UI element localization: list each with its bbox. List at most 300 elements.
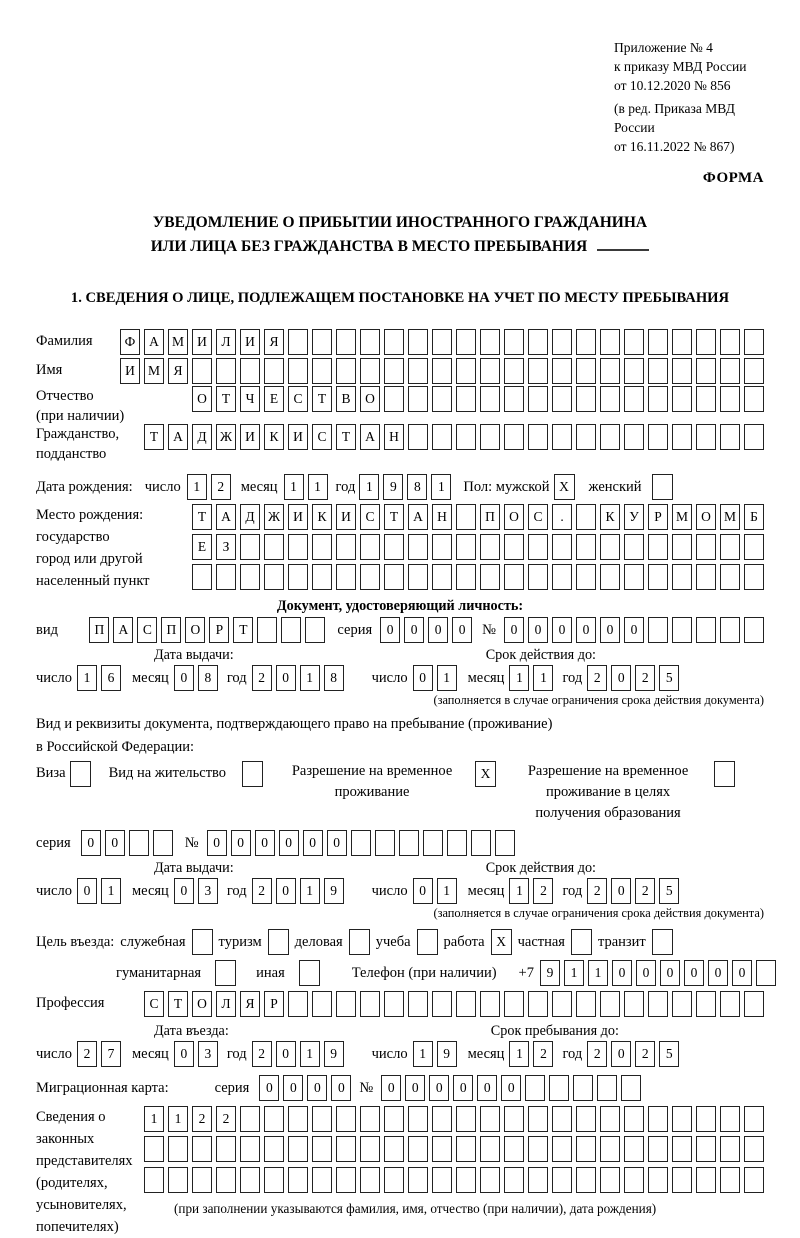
char-cell[interactable]: Т <box>144 424 164 450</box>
char-cell[interactable] <box>168 1136 188 1162</box>
char-cell[interactable] <box>240 534 260 560</box>
char-cell[interactable] <box>672 358 692 384</box>
char-cell[interactable]: М <box>168 329 188 355</box>
char-cell[interactable]: 0 <box>174 665 194 691</box>
purpose-transit-checkbox[interactable] <box>652 929 673 955</box>
char-cell[interactable] <box>696 617 716 643</box>
char-cell[interactable]: 0 <box>576 617 596 643</box>
char-cell[interactable] <box>624 329 644 355</box>
char-cell[interactable]: П <box>89 617 109 643</box>
char-cell[interactable]: Я <box>240 991 260 1017</box>
char-cell[interactable]: И <box>240 424 260 450</box>
char-cell[interactable]: 1 <box>413 1041 433 1067</box>
char-cell[interactable] <box>432 386 452 412</box>
char-cell[interactable]: 0 <box>413 665 433 691</box>
char-cell[interactable] <box>129 830 149 856</box>
char-cell[interactable]: Л <box>216 329 236 355</box>
char-cell[interactable] <box>504 1167 524 1193</box>
char-cell[interactable]: 1 <box>187 474 207 500</box>
char-cell[interactable] <box>576 329 596 355</box>
char-cell[interactable] <box>744 991 764 1017</box>
char-cell[interactable]: 0 <box>708 960 728 986</box>
char-cell[interactable] <box>312 1106 332 1132</box>
char-cell[interactable]: 0 <box>600 617 620 643</box>
char-cell[interactable] <box>528 386 548 412</box>
char-cell[interactable]: 0 <box>276 1041 296 1067</box>
char-cell[interactable] <box>672 617 692 643</box>
char-cell[interactable]: 0 <box>684 960 704 986</box>
char-cell[interactable]: 9 <box>540 960 560 986</box>
male-checkbox[interactable]: X <box>554 474 575 500</box>
char-cell[interactable] <box>672 991 692 1017</box>
female-checkbox[interactable] <box>652 474 673 500</box>
char-cell[interactable]: 0 <box>276 665 296 691</box>
char-cell[interactable] <box>672 1136 692 1162</box>
char-cell[interactable] <box>648 564 668 590</box>
char-cell[interactable]: Ж <box>264 504 284 530</box>
char-cell[interactable]: 0 <box>452 617 472 643</box>
purpose-other-checkbox[interactable] <box>299 960 320 986</box>
char-cell[interactable] <box>240 1167 260 1193</box>
char-cell[interactable] <box>456 1167 476 1193</box>
char-cell[interactable]: 1 <box>588 960 608 986</box>
char-cell[interactable] <box>408 1106 428 1132</box>
char-cell[interactable] <box>432 358 452 384</box>
char-cell[interactable] <box>600 991 620 1017</box>
char-cell[interactable] <box>432 991 452 1017</box>
char-cell[interactable]: 1 <box>437 665 457 691</box>
char-cell[interactable] <box>192 1167 212 1193</box>
char-cell[interactable] <box>480 534 500 560</box>
char-cell[interactable] <box>312 1167 332 1193</box>
char-cell[interactable]: 0 <box>380 617 400 643</box>
char-cell[interactable] <box>672 329 692 355</box>
char-cell[interactable] <box>744 386 764 412</box>
char-cell[interactable]: 0 <box>231 830 251 856</box>
char-cell[interactable]: Т <box>216 386 236 412</box>
char-cell[interactable]: И <box>288 424 308 450</box>
char-cell[interactable] <box>528 991 548 1017</box>
char-cell[interactable]: . <box>552 504 572 530</box>
purpose-humanitarian-checkbox[interactable] <box>215 960 236 986</box>
char-cell[interactable]: З <box>216 534 236 560</box>
char-cell[interactable] <box>408 991 428 1017</box>
char-cell[interactable] <box>744 424 764 450</box>
char-cell[interactable] <box>624 358 644 384</box>
char-cell[interactable] <box>360 1106 380 1132</box>
char-cell[interactable] <box>504 386 524 412</box>
char-cell[interactable] <box>696 1106 716 1132</box>
char-cell[interactable] <box>600 1136 620 1162</box>
char-cell[interactable] <box>408 386 428 412</box>
char-cell[interactable]: 5 <box>659 665 679 691</box>
char-cell[interactable] <box>573 1075 593 1101</box>
char-cell[interactable] <box>432 1106 452 1132</box>
char-cell[interactable] <box>528 1167 548 1193</box>
char-cell[interactable] <box>744 534 764 560</box>
char-cell[interactable]: М <box>144 358 164 384</box>
char-cell[interactable] <box>552 329 572 355</box>
char-cell[interactable]: 1 <box>533 665 553 691</box>
char-cell[interactable] <box>528 564 548 590</box>
char-cell[interactable] <box>696 1167 716 1193</box>
char-cell[interactable] <box>192 358 212 384</box>
char-cell[interactable]: А <box>408 504 428 530</box>
char-cell[interactable] <box>264 358 284 384</box>
char-cell[interactable]: А <box>168 424 188 450</box>
char-cell[interactable] <box>600 329 620 355</box>
char-cell[interactable] <box>432 1136 452 1162</box>
char-cell[interactable] <box>624 1167 644 1193</box>
char-cell[interactable]: Р <box>209 617 229 643</box>
char-cell[interactable]: 1 <box>564 960 584 986</box>
char-cell[interactable] <box>384 564 404 590</box>
char-cell[interactable] <box>240 358 260 384</box>
char-cell[interactable] <box>480 1106 500 1132</box>
char-cell[interactable]: Я <box>168 358 188 384</box>
char-cell[interactable] <box>720 1167 740 1193</box>
char-cell[interactable]: 0 <box>612 960 632 986</box>
temp-residence-checkbox[interactable]: X <box>475 761 496 787</box>
char-cell[interactable] <box>648 424 668 450</box>
char-cell[interactable] <box>720 329 740 355</box>
char-cell[interactable]: 0 <box>276 878 296 904</box>
char-cell[interactable] <box>624 564 644 590</box>
char-cell[interactable]: 0 <box>381 1075 401 1101</box>
char-cell[interactable] <box>597 1075 617 1101</box>
char-cell[interactable]: 2 <box>211 474 231 500</box>
char-cell[interactable]: А <box>144 329 164 355</box>
char-cell[interactable]: 0 <box>105 830 125 856</box>
char-cell[interactable]: П <box>480 504 500 530</box>
char-cell[interactable] <box>216 564 236 590</box>
char-cell[interactable]: М <box>672 504 692 530</box>
char-cell[interactable]: Ф <box>120 329 140 355</box>
char-cell[interactable] <box>257 617 277 643</box>
char-cell[interactable]: 3 <box>198 1041 218 1067</box>
char-cell[interactable]: 1 <box>284 474 304 500</box>
char-cell[interactable] <box>648 534 668 560</box>
char-cell[interactable] <box>312 991 332 1017</box>
char-cell[interactable]: 0 <box>303 830 323 856</box>
char-cell[interactable]: 1 <box>300 878 320 904</box>
char-cell[interactable]: 2 <box>533 878 553 904</box>
purpose-private-checkbox[interactable] <box>571 929 592 955</box>
char-cell[interactable] <box>720 1136 740 1162</box>
char-cell[interactable]: О <box>192 991 212 1017</box>
char-cell[interactable]: 0 <box>428 617 448 643</box>
char-cell[interactable] <box>312 358 332 384</box>
char-cell[interactable] <box>552 1136 572 1162</box>
char-cell[interactable] <box>312 564 332 590</box>
char-cell[interactable]: 0 <box>307 1075 327 1101</box>
char-cell[interactable]: Е <box>192 534 212 560</box>
char-cell[interactable] <box>504 1136 524 1162</box>
char-cell[interactable] <box>408 564 428 590</box>
char-cell[interactable] <box>720 1106 740 1132</box>
char-cell[interactable]: А <box>360 424 380 450</box>
char-cell[interactable] <box>281 617 301 643</box>
char-cell[interactable]: Д <box>192 424 212 450</box>
char-cell[interactable]: 0 <box>174 878 194 904</box>
char-cell[interactable]: У <box>624 504 644 530</box>
char-cell[interactable] <box>696 564 716 590</box>
char-cell[interactable]: 9 <box>383 474 403 500</box>
char-cell[interactable]: И <box>336 504 356 530</box>
char-cell[interactable] <box>528 358 548 384</box>
char-cell[interactable]: 0 <box>255 830 275 856</box>
char-cell[interactable] <box>504 564 524 590</box>
char-cell[interactable] <box>480 358 500 384</box>
char-cell[interactable] <box>648 1106 668 1132</box>
char-cell[interactable]: 2 <box>587 878 607 904</box>
char-cell[interactable] <box>576 534 596 560</box>
char-cell[interactable]: Н <box>432 504 452 530</box>
char-cell[interactable] <box>456 564 476 590</box>
char-cell[interactable] <box>264 1136 284 1162</box>
char-cell[interactable] <box>720 534 740 560</box>
char-cell[interactable]: А <box>113 617 133 643</box>
char-cell[interactable] <box>408 358 428 384</box>
char-cell[interactable]: 0 <box>327 830 347 856</box>
char-cell[interactable] <box>480 386 500 412</box>
char-cell[interactable] <box>744 564 764 590</box>
char-cell[interactable]: 0 <box>611 1041 631 1067</box>
char-cell[interactable] <box>336 991 356 1017</box>
char-cell[interactable] <box>696 358 716 384</box>
char-cell[interactable]: О <box>696 504 716 530</box>
char-cell[interactable] <box>528 1136 548 1162</box>
char-cell[interactable] <box>456 534 476 560</box>
residence-permit-checkbox[interactable] <box>242 761 263 787</box>
char-cell[interactable] <box>504 329 524 355</box>
char-cell[interactable]: О <box>192 386 212 412</box>
char-cell[interactable] <box>264 534 284 560</box>
char-cell[interactable] <box>600 358 620 384</box>
char-cell[interactable] <box>153 830 173 856</box>
char-cell[interactable]: С <box>288 386 308 412</box>
char-cell[interactable] <box>288 991 308 1017</box>
char-cell[interactable] <box>744 1106 764 1132</box>
char-cell[interactable] <box>696 991 716 1017</box>
char-cell[interactable]: П <box>161 617 181 643</box>
char-cell[interactable] <box>525 1075 545 1101</box>
char-cell[interactable]: 0 <box>732 960 752 986</box>
char-cell[interactable] <box>432 329 452 355</box>
char-cell[interactable]: 9 <box>324 878 344 904</box>
char-cell[interactable]: 1 <box>509 878 529 904</box>
char-cell[interactable] <box>336 534 356 560</box>
char-cell[interactable] <box>744 617 764 643</box>
char-cell[interactable] <box>504 534 524 560</box>
char-cell[interactable] <box>528 1106 548 1132</box>
char-cell[interactable] <box>408 329 428 355</box>
char-cell[interactable] <box>648 1136 668 1162</box>
char-cell[interactable]: Р <box>648 504 668 530</box>
char-cell[interactable] <box>192 1136 212 1162</box>
char-cell[interactable]: В <box>336 386 356 412</box>
char-cell[interactable]: 0 <box>501 1075 521 1101</box>
char-cell[interactable]: 0 <box>611 878 631 904</box>
char-cell[interactable] <box>495 830 515 856</box>
char-cell[interactable]: 0 <box>279 830 299 856</box>
char-cell[interactable]: 1 <box>509 1041 529 1067</box>
char-cell[interactable] <box>192 564 212 590</box>
char-cell[interactable]: 0 <box>404 617 424 643</box>
char-cell[interactable]: 0 <box>453 1075 473 1101</box>
char-cell[interactable]: Ч <box>240 386 260 412</box>
char-cell[interactable]: 1 <box>300 665 320 691</box>
char-cell[interactable]: 8 <box>198 665 218 691</box>
char-cell[interactable] <box>600 1106 620 1132</box>
char-cell[interactable] <box>264 1167 284 1193</box>
char-cell[interactable] <box>576 1136 596 1162</box>
char-cell[interactable] <box>672 424 692 450</box>
char-cell[interactable] <box>744 1136 764 1162</box>
char-cell[interactable] <box>480 564 500 590</box>
char-cell[interactable] <box>552 991 572 1017</box>
char-cell[interactable]: 1 <box>431 474 451 500</box>
char-cell[interactable]: 0 <box>174 1041 194 1067</box>
char-cell[interactable]: 1 <box>101 878 121 904</box>
char-cell[interactable] <box>360 534 380 560</box>
char-cell[interactable]: 0 <box>77 878 97 904</box>
char-cell[interactable] <box>600 424 620 450</box>
char-cell[interactable] <box>480 329 500 355</box>
char-cell[interactable] <box>744 358 764 384</box>
char-cell[interactable]: 3 <box>198 878 218 904</box>
char-cell[interactable] <box>336 564 356 590</box>
char-cell[interactable] <box>288 1106 308 1132</box>
char-cell[interactable]: Т <box>233 617 253 643</box>
char-cell[interactable]: 1 <box>168 1106 188 1132</box>
char-cell[interactable] <box>696 534 716 560</box>
char-cell[interactable] <box>648 991 668 1017</box>
char-cell[interactable]: Е <box>264 386 284 412</box>
char-cell[interactable]: Т <box>336 424 356 450</box>
char-cell[interactable] <box>624 1136 644 1162</box>
char-cell[interactable] <box>552 424 572 450</box>
purpose-official-checkbox[interactable] <box>192 929 213 955</box>
char-cell[interactable] <box>240 1136 260 1162</box>
char-cell[interactable] <box>336 358 356 384</box>
char-cell[interactable]: 2 <box>635 878 655 904</box>
char-cell[interactable] <box>288 329 308 355</box>
char-cell[interactable]: 1 <box>308 474 328 500</box>
char-cell[interactable] <box>264 564 284 590</box>
char-cell[interactable]: 2 <box>252 665 272 691</box>
char-cell[interactable] <box>552 386 572 412</box>
char-cell[interactable] <box>576 504 596 530</box>
char-cell[interactable] <box>480 1167 500 1193</box>
char-cell[interactable]: 0 <box>429 1075 449 1101</box>
char-cell[interactable] <box>696 329 716 355</box>
visa-checkbox[interactable] <box>70 761 91 787</box>
char-cell[interactable] <box>576 1167 596 1193</box>
char-cell[interactable]: И <box>120 358 140 384</box>
char-cell[interactable] <box>552 1167 572 1193</box>
char-cell[interactable] <box>336 1136 356 1162</box>
char-cell[interactable] <box>552 358 572 384</box>
char-cell[interactable] <box>600 564 620 590</box>
char-cell[interactable]: 2 <box>635 665 655 691</box>
char-cell[interactable] <box>600 386 620 412</box>
char-cell[interactable] <box>288 534 308 560</box>
char-cell[interactable] <box>672 564 692 590</box>
purpose-tourism-checkbox[interactable] <box>268 929 289 955</box>
char-cell[interactable] <box>375 830 395 856</box>
char-cell[interactable]: 7 <box>101 1041 121 1067</box>
char-cell[interactable]: 1 <box>144 1106 164 1132</box>
temp-residence-edu-checkbox[interactable] <box>714 761 735 787</box>
char-cell[interactable] <box>552 564 572 590</box>
char-cell[interactable]: 0 <box>413 878 433 904</box>
char-cell[interactable] <box>288 358 308 384</box>
char-cell[interactable] <box>720 386 740 412</box>
char-cell[interactable]: И <box>192 329 212 355</box>
char-cell[interactable]: 2 <box>77 1041 97 1067</box>
char-cell[interactable] <box>576 424 596 450</box>
char-cell[interactable]: Р <box>264 991 284 1017</box>
char-cell[interactable]: 0 <box>207 830 227 856</box>
char-cell[interactable] <box>360 991 380 1017</box>
char-cell[interactable] <box>600 1167 620 1193</box>
char-cell[interactable]: 0 <box>528 617 548 643</box>
char-cell[interactable] <box>384 329 404 355</box>
char-cell[interactable] <box>720 564 740 590</box>
char-cell[interactable] <box>408 534 428 560</box>
char-cell[interactable] <box>384 1136 404 1162</box>
char-cell[interactable] <box>336 329 356 355</box>
char-cell[interactable]: Т <box>312 386 332 412</box>
char-cell[interactable]: Т <box>168 991 188 1017</box>
char-cell[interactable] <box>528 329 548 355</box>
char-cell[interactable]: 2 <box>252 878 272 904</box>
char-cell[interactable]: 0 <box>331 1075 351 1101</box>
char-cell[interactable] <box>432 1167 452 1193</box>
char-cell[interactable]: 0 <box>552 617 572 643</box>
char-cell[interactable]: 9 <box>437 1041 457 1067</box>
char-cell[interactable]: 2 <box>216 1106 236 1132</box>
char-cell[interactable]: 0 <box>283 1075 303 1101</box>
char-cell[interactable] <box>408 1136 428 1162</box>
char-cell[interactable] <box>624 424 644 450</box>
char-cell[interactable]: К <box>312 504 332 530</box>
char-cell[interactable] <box>360 1136 380 1162</box>
char-cell[interactable] <box>360 358 380 384</box>
char-cell[interactable]: 0 <box>624 617 644 643</box>
purpose-study-checkbox[interactable] <box>417 929 438 955</box>
char-cell[interactable] <box>672 386 692 412</box>
char-cell[interactable] <box>720 617 740 643</box>
char-cell[interactable] <box>504 358 524 384</box>
char-cell[interactable]: 1 <box>437 878 457 904</box>
char-cell[interactable] <box>360 329 380 355</box>
char-cell[interactable]: Т <box>192 504 212 530</box>
char-cell[interactable] <box>576 358 596 384</box>
char-cell[interactable]: 0 <box>660 960 680 986</box>
char-cell[interactable] <box>351 830 371 856</box>
char-cell[interactable] <box>744 329 764 355</box>
char-cell[interactable] <box>648 329 668 355</box>
char-cell[interactable]: 1 <box>77 665 97 691</box>
char-cell[interactable] <box>168 1167 188 1193</box>
char-cell[interactable] <box>480 424 500 450</box>
char-cell[interactable]: 8 <box>324 665 344 691</box>
char-cell[interactable] <box>552 1106 572 1132</box>
char-cell[interactable] <box>456 386 476 412</box>
char-cell[interactable]: О <box>360 386 380 412</box>
